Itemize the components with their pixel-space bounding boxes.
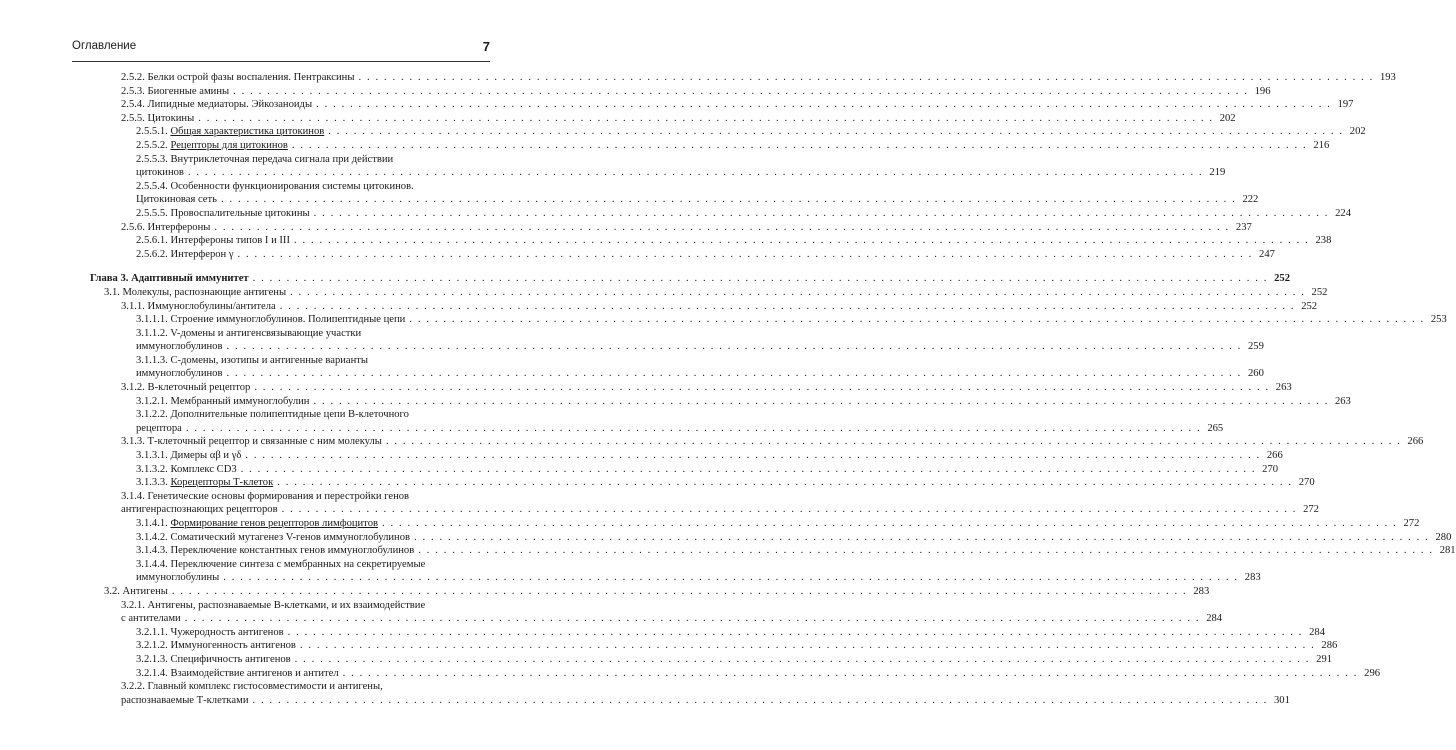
toc-entry-title: Особенности функционирования системы цитокинов. (170, 180, 414, 192)
dot-leader: . . . . . . . . . . . . . . . . . . . . . . . . . . . . . . . . . . . . . . . . . . . . . . . . . . . . . . . . . . . . . . . . . . . . . . . . . . . . . . . . . . . . . . . . . . . . . . . . . . . . . . . . . . . . . . . . . . . . . . . . (291, 139, 1308, 151)
toc-entry-number: 3.2.1.4. (136, 667, 168, 679)
toc-entry-page: 259 (1247, 341, 1264, 353)
toc-entry[interactable] (90, 626, 1326, 640)
toc-entry-number: 3.2.1.3. (136, 653, 168, 665)
table-of-contents (90, 71, 1456, 707)
dot-leader: . . . . . . . . . . . . . . . . . . . . . . . . . . . . . . . . . . . . . . . . . . . . . . . . . . . . . . . . . . . . . . . . . . . . . . . . . . . . . . . . . . . . . . . . . . . . . . . . . . . . . . . . . . . . . . . . . . . . . . . . (277, 477, 1293, 489)
toc-entry-title: Общая характеристика цитокинов (170, 126, 325, 138)
toc-entry[interactable] (90, 300, 1318, 314)
toc-entry-title: V-домены и антигенсвязывающие участки (170, 327, 362, 339)
toc-entry-title: Формирование генов рецепторов лимфоцитов (170, 518, 379, 529)
toc-entry[interactable] (90, 180, 1259, 207)
toc-entry-title: Генетические основы формирования и перестройки генов (147, 490, 410, 502)
toc-entry[interactable] (90, 449, 1283, 463)
toc-entry-number: 3.1.1. (121, 300, 145, 312)
toc-entry-title: Молекулы, распознающие антигены (122, 286, 287, 298)
toc-entry-page: 222 (1242, 194, 1259, 206)
toc-entry-page: 296 (1364, 667, 1381, 679)
dot-leader: . . . . . . . . . . . . . . . . . . . . . . . . . . . . . . . . . . . . . . . . . . . . . . . . . . . . . . . . . . . . . . . . . . . . . . . . . . . . . . . . . . . . . . . . . . . . . . . . . . . . . . . . . . . . . . . . . . . . . . . . (290, 286, 1306, 298)
toc-entry-page: 263 (1334, 395, 1351, 407)
toc-entry-title: В-клеточный рецептор (147, 382, 251, 394)
toc-entry-page: 263 (1275, 382, 1292, 394)
dot-leader: . . . . . . . . . . . . . . . . . . . . . . . . . . . . . . . . . . . . . . . . . . . . . . . . . . . . . . . . . . . . . . . . . . . . . . . . . . . . . . . . . . . . . . . . . . . . . . . . . . . . . . . . . . . . . . . . . . . . . . . . (214, 221, 1230, 233)
dot-leader: . . . . . . . . . . . . . . . . . . . . . . . . . . . . . . . . . . . . . . . . . . . . . . . . . . . . . . . . . . . . . . . . . . . . . . . . . . . . . . . . . . . . . . . . . . . . . . . . . . . . . . . . . . . . . . . . . . . . . . . . (299, 640, 1316, 652)
toc-entry-page: 270 (1262, 463, 1279, 475)
dot-leader: . . . . . . . . . . . . . . . . . . . . . . . . . . . . . . . . . . . . . . . . . . . . . . . . . . . . . . . . . . . . . . . . . . . . . . . . . . . . . . . . . . . . . . . . . . . . . . . . . . . . . . . . . . . . . . . . . . . . . . . . (281, 504, 1297, 516)
toc-entry-title: С-домены, изотипы и антигенные варианты (170, 354, 369, 366)
toc-entry-number: 2.5.5. (121, 112, 145, 124)
toc-entry-number: 3.1.1.1. (136, 314, 168, 326)
toc-entry[interactable] (90, 476, 1315, 490)
toc-entry-title: Внутриклеточная передача сигнала при действии (170, 153, 394, 165)
toc-entry-title-continued: с антителами (121, 613, 181, 625)
toc-entry-page: 247 (1259, 248, 1275, 260)
toc-entry[interactable] (90, 408, 1224, 435)
toc-entry-title: Провоспалительные цитокины (170, 207, 310, 219)
toc-entry[interactable] (90, 395, 1351, 409)
toc-entry-page: 197 (1337, 99, 1354, 111)
toc-entry-title: Соматический мутагенез V-генов иммуноглобулинов (170, 531, 410, 543)
dot-leader: . . . . . . . . . . . . . . . . . . . . . . . . . . . . . . . . . . . . . . . . . . . . . . . . . . . . . . . . . . . . . . . . . . . . . . . . . . . . . . . . . . . . . . . . . . . . . . . . . . . . . . . . . . . . . . . . . . . . . . . . (294, 653, 1311, 665)
toc-entry-title: Рецепторы для цитокинов (170, 139, 288, 151)
toc-entry-title-continued: иммуноглобулинов (136, 368, 223, 380)
dot-leader: . . . . . . . . . . . . . . . . . . . . . . . . . . . . . . . . . . . . . . . . . . . . . . . . . . . . . . . . . . . . . . . . . . . . . . . . . . . . . . . . . . . . . . . . . . . . . . . . . . . . . . . . . . . . . . . . . . . . . . . . (382, 518, 1398, 529)
toc-entry-number: 3.2.1. (121, 599, 145, 611)
toc-entry[interactable] (90, 517, 1420, 531)
toc-entry[interactable] (90, 544, 1456, 558)
toc-entry-number: 3.1.3.3. (136, 477, 168, 489)
toc-entry-number: 2.5.4. (121, 99, 145, 111)
toc-entry[interactable] (90, 85, 1271, 99)
toc-entry[interactable] (90, 558, 1261, 585)
toc-entry[interactable] (90, 139, 1330, 153)
dot-leader: . . . . . . . . . . . . . . . . . . . . . . . . . . . . . . . . . . . . . . . . . . . . . . . . . . . . . . . . . . . . . . . . . . . . . . . . . . . . . . . . . . . . . . . . . . . . . . . . . . . . . . . . . . . . . . . . . . . . . . . . (226, 368, 1242, 380)
dot-leader: . . . . . . . . . . . . . . . . . . . . . . . . . . . . . . . . . . . . . . . . . . . . . . . . . . . . . . . . . . . . . . . . . . . . . . . . . . . . . . . . . . . . . . . . . . . . . . . . . . . . . . . . . . . . . . . . . . . . . . . . (220, 194, 1237, 206)
toc-entry[interactable] (90, 435, 1424, 449)
toc-entry-page: 281 (1439, 545, 1456, 557)
toc-entry-title-continued: иммуноглобулинов (136, 341, 223, 353)
toc-entry-page: 252 (1311, 286, 1328, 298)
page-number: 7 (482, 39, 490, 54)
toc-entry-title: Мембранный иммуноглобулин (170, 395, 310, 407)
toc-entry-number: 2.5.5.5. (136, 207, 168, 219)
toc-entry-title-continued: Цитокиновая сеть (136, 194, 217, 206)
toc-entry-title: Специфичность антигенов (170, 653, 291, 665)
dot-leader: . . . . . . . . . . . . . . . . . . . . . . . . . . . . . . . . . . . . . . . . . . . . . . . . . . . . . . . . . . . . . . . . . . . . . . . . . . . . . . . . . . . . . . . . . . . . . . . . . . . . . . . . . . . . . . . . . . . . . . . . (252, 694, 1268, 706)
toc-entry[interactable] (90, 639, 1338, 653)
toc-entry-title: Антигены (122, 585, 168, 597)
toc-entry[interactable] (90, 354, 1264, 381)
toc-entry-page: 202 (1219, 112, 1236, 124)
toc-entry-page: 252 (1274, 273, 1291, 285)
dot-leader: . . . . . . . . . . . . . . . . . . . . . . . . . . . . . . . . . . . . . . . . . . . . . . . . . . . . . . . . . . . . . . . . . . . . . . . . . . . . . . . . . . . . . . . . . . . . . . . . . . . . . . . . . . . . . . . . . . . . . . . . (313, 395, 1329, 407)
dot-leader: . . . . . . . . . . . . . . . . . . . . . . . . . . . . . . . . . . . . . . . . . . . . . . . . . . . . . . . . . . . . . . . . . . . . . . . . . . . . . . . . . . . . . . . . . . . . . . . . . . . . . . . . . . . . . . . . . . . . . . . . (358, 72, 1374, 83)
dot-leader: . . . . . . . . . . . . . . . . . . . . . . . . . . . . . . . . . . . . . . . . . . . . . . . . . . . . . . . . . . . . . . . . . . . . . . . . . . . . . . . . . . . . . . . . . . . . . . . . . . . . . . . . . . . . . . . . . . . . . . . . (316, 99, 1332, 111)
dot-leader: . . . . . . . . . . . . . . . . . . . . . . . . . . . . . . . . . . . . . . . . . . . . . . . . . . . . . . . . . . . . . . . . . . . . . . . . . . . . . . . . . . . . . . . . . . . . . . . . . . . . . . . . . . . . . . . . . . . . . . . . (226, 341, 1242, 353)
toc-entry-number: 3.1.1.3. (136, 354, 168, 366)
dot-leader: . . . . . . . . . . . . . . . . . . . . . . . . . . . . . . . . . . . . . . . . . . . . . . . . . . . . . . . . . . . . . . . . . . . . . . . . . . . . . . . . . . . . . . . . . . . . . . . . . . . . . . . . . . . . . . . . . . . . . . . . (293, 235, 1310, 247)
toc-entry-page: 265 (1207, 422, 1224, 434)
dot-leader: . . . . . . . . . . . . . . . . . . . . . . . . . . . . . . . . . . . . . . . . . . . . . . . . . . . . . . . . . . . . . . . . . . . . . . . . . . . . . . . . . . . . . . . . . . . . . . . . . . . . . . . . . . . . . . . . . . . . . . . . (223, 572, 1239, 584)
toc-entry-number: 3.2.1.2. (136, 640, 168, 652)
toc-entry-page: 224 (1335, 207, 1351, 219)
toc-entry-number: 3.2.1.1. (136, 626, 168, 638)
toc-entry-page: 216 (1313, 139, 1330, 151)
toc-entry-number: 3.1.2.1. (136, 395, 168, 407)
toc-entry-number: 2.5.5.3. (136, 153, 168, 165)
toc-entry-title: Адаптивный иммунитет (131, 273, 249, 285)
dot-leader: . . . . . . . . . . . . . . . . . . . . . . . . . . . . . . . . . . . . . . . . . . . . . . . . . . . . . . . . . . . . . . . . . . . . . . . . . . . . . . . . . . . . . . . . . . . . . . . . . . . . . . . . . . . . . . . . . . . . . . . . (252, 273, 1269, 285)
toc-entry-page: 202 (1349, 126, 1366, 138)
toc-entry[interactable] (90, 221, 1252, 235)
toc-entry-title-continued: распознаваемые Т-клетками (121, 694, 249, 706)
toc-entry-title: Чужеродность антигенов (170, 626, 284, 638)
toc-entry-title: Т-клеточный рецептор и связанные с ним молекулы (147, 436, 382, 448)
dot-leader: . . . . . . . . . . . . . . . . . . . . . . . . . . . . . . . . . . . . . . . . . . . . . . . . . . . . . . . . . . . . . . . . . . . . . . . . . . . . . . . . . . . . . . . . . . . . . . . . . . . . . . . . . . . . . . . . . . . . . . . . (245, 450, 1261, 462)
toc-entry-number: 2.5.5.2. (136, 139, 168, 151)
toc-entry-title: Липидные медиаторы. Эйкозаноиды (147, 99, 313, 111)
dot-leader: . . . . . . . . . . . . . . . . . . . . . . . . . . . . . . . . . . . . . . . . . . . . . . . . . . . . . . . . . . . . . . . . . . . . . . . . . . . . . . . . . . . . . . . . . . . . . . . . . . . . . . . . . . . . . . . . . . . . . . . . (254, 382, 1270, 394)
dot-leader: . . . . . . . . . . . . . . . . . . . . . . . . . . . . . . . . . . . . . . . . . . . . . . . . . . . . . . . . . . . . . . . . . . . . . . . . . . . . . . . . . . . . . . . . . . . . . . . . . . . . . . . . . . . . . . . . . . . . . . . . (418, 545, 1434, 557)
toc-entry[interactable] (90, 207, 1351, 221)
toc-entry[interactable] (90, 599, 1223, 626)
toc-entry-page: 193 (1379, 72, 1396, 83)
toc-entry-number: 2.5.6.1. (136, 235, 168, 247)
toc-entry-page: 301 (1273, 694, 1290, 706)
toc-entry-title-continued: рецептора (136, 422, 182, 434)
toc-entry-title: Интерфероны (147, 221, 211, 233)
toc-entry-title: Главный комплекс гистосовместимости и антигены, (147, 681, 383, 693)
toc-entry-title: Цитокины (147, 112, 195, 124)
toc-entry-number: 3.2. (104, 585, 120, 597)
toc-entry-title-continued: антигенраспознающих рецепторов (121, 504, 278, 516)
toc-entry-page: 266 (1266, 450, 1283, 462)
dot-leader: . . . . . . . . . . . . . . . . . . . . . . . . . . . . . . . . . . . . . . . . . . . . . . . . . . . . . . . . . . . . . . . . . . . . . . . . . . . . . . . . . . . . . . . . . . . . . . . . . . . . . . . . . . . . . . . . . . . . . . . . (313, 207, 1329, 219)
toc-entry-number: 3.1.4.3. (136, 545, 168, 557)
toc-entry[interactable] (90, 585, 1210, 599)
dot-leader: . . . . . . . . . . . . . . . . . . . . . . . . . . . . . . . . . . . . . . . . . . . . . . . . . . . . . . . . . . . . . . . . . . . . . . . . . . . . . . . . . . . . . . . . . . . . . . . . . . . . . . . . . . . . . . . . . . . . . . . . (198, 112, 1214, 124)
toc-entry[interactable] (90, 313, 1447, 327)
toc-entry[interactable] (90, 248, 1275, 262)
toc-entry-page: 272 (1303, 504, 1319, 516)
dot-leader: . . . . . . . . . . . . . . . . . . . . . . . . . . . . . . . . . . . . . . . . . . . . . . . . . . . . . . . . . . . . . . . . . . . . . . . . . . . . . . . . . . . . . . . . . . . . . . . . . . . . . . . . . . . . . . . . . . . . . . . . (385, 436, 1402, 448)
dot-leader: . . . . . . . . . . . . . . . . . . . . . . . . . . . . . . . . . . . . . . . . . . . . . . . . . . . . . . . . . . . . . . . . . . . . . . . . . . . . . . . . . . . . . . . . . . . . . . . . . . . . . . . . . . . . . . . . . . . . . . . . (287, 626, 1304, 638)
toc-entry-page: 238 (1315, 235, 1332, 247)
toc-entry[interactable] (90, 327, 1264, 354)
toc-entry-page: 253 (1430, 314, 1447, 326)
toc-entry-page: 237 (1235, 221, 1252, 233)
toc-entry[interactable] (90, 71, 1396, 85)
toc-entry-title: Иммуногенность антигенов (170, 640, 296, 652)
toc-entry-title: Строение иммуноглобулинов. Полипептидные цепи (170, 314, 406, 326)
dot-leader: . . . . . . . . . . . . . . . . . . . . . . . . . . . . . . . . . . . . . . . . . . . . . . . . . . . . . . . . . . . . . . . . . . . . . . . . . . . . . . . . . . . . . . . . . . . . . . . . . . . . . . . . . . . . . . . . . . . . . . . . (414, 531, 1430, 543)
toc-entry-title: Корецепторы Т-клеток (170, 477, 274, 489)
toc-entry[interactable] (90, 234, 1332, 248)
dot-leader: . . . . . . . . . . . . . . . . . . . . . . . . . . . . . . . . . . . . . . . . . . . . . . . . . . . . . . . . . . . . . . . . . . . . . . . . . . . . . . . . . . . . . . . . . . . . . . . . . . . . . . . . . . . . . . . . . . . . . . . . (185, 422, 1202, 434)
toc-entry-number: 3.1.2.2. (136, 409, 168, 421)
toc-entry-page: 252 (1301, 300, 1318, 312)
toc-entry-title: Интерфероны типов I и III (170, 235, 290, 247)
toc-entry[interactable] (90, 286, 1328, 300)
toc-entry-page: 272 (1403, 518, 1420, 529)
toc-entry[interactable] (90, 653, 1333, 667)
toc-entry-title: Переключение синтеза с мембранных на секретируемые (170, 558, 426, 570)
toc-entry-number: 2.5.5.4. (136, 180, 168, 192)
toc-entry-number: 3.2.2. (121, 681, 145, 693)
toc-entry[interactable] (90, 531, 1452, 545)
toc-entry-page: 266 (1407, 436, 1424, 448)
dot-leader: . . . . . . . . . . . . . . . . . . . . . . . . . . . . . . . . . . . . . . . . . . . . . . . . . . . . . . . . . . . . . . . . . . . . . . . . . . . . . . . . . . . . . . . . . . . . . . . . . . . . . . . . . . . . . . . . . . . . . . . . (328, 126, 1344, 138)
dot-leader: . . . . . . . . . . . . . . . . . . . . . . . . . . . . . . . . . . . . . . . . . . . . . . . . . . . . . . . . . . . . . . . . . . . . . . . . . . . . . . . . . . . . . . . . . . . . . . . . . . . . . . . . . . . . . . . . . . . . . . . . (342, 667, 1359, 679)
toc-entry-title: Иммуноглобулины/антитела (147, 300, 276, 312)
toc-entry-page: 286 (1321, 640, 1338, 652)
toc-entry-number: 2.5.6.2. (136, 248, 168, 260)
toc-entry-number: 3.1.4.4. (136, 558, 168, 570)
dot-leader: . . . . . . . . . . . . . . . . . . . . . . . . . . . . . . . . . . . . . . . . . . . . . . . . . . . . . . . . . . . . . . . . . . . . . . . . . . . . . . . . . . . . . . . . . . . . . . . . . . . . . . . . . . . . . . . . . . . . . . . . (279, 300, 1296, 312)
toc-entry-title: Димеры αβ и γδ (170, 450, 242, 462)
toc-entry-title: Антигены, распознаваемые В-клетками, и их взаимодействие (147, 599, 426, 611)
toc-entry-page: 196 (1254, 85, 1271, 97)
toc-entry[interactable] (90, 680, 1290, 707)
toc-entry[interactable] (90, 667, 1381, 681)
toc-entry-title: Интерферон γ (170, 248, 234, 260)
toc-entry-title: Взаимодействие антигенов и антител (170, 667, 339, 679)
toc-entry-number: 3.1.4.1. (136, 518, 168, 529)
toc-entry-page: 283 (1244, 572, 1261, 584)
toc-entry-title: Биогенные амины (147, 85, 230, 97)
toc-entry[interactable] (90, 490, 1319, 517)
running-head-title: Оглавление (72, 40, 137, 52)
toc-entry[interactable] (90, 98, 1354, 112)
toc-entry-title: Комплекс CD3 (170, 463, 237, 475)
toc-entry-number: 2.5.6. (121, 221, 145, 233)
toc-entry-page: 283 (1193, 585, 1210, 597)
toc-entry[interactable] (90, 463, 1279, 477)
toc-entry-number: 3.1.3. (121, 436, 145, 448)
toc-entry-number: 2.5.2. (121, 72, 145, 83)
dot-leader: . . . . . . . . . . . . . . . . . . . . . . . . . . . . . . . . . . . . . . . . . . . . . . . . . . . . . . . . . . . . . . . . . . . . . . . . . . . . . . . . . . . . . . . . . . . . . . . . . . . . . . . . . . . . . . . . . . . . . . . . (184, 613, 1201, 625)
toc-entry-number: Глава 3. (90, 273, 129, 285)
running-head (72, 40, 490, 58)
toc-entry-number: 3.1.4. (121, 490, 145, 502)
header-rule (72, 61, 490, 62)
toc-entry[interactable] (90, 125, 1366, 139)
toc-entry-number: 3.1.3.2. (136, 463, 168, 475)
dot-leader: . . . . . . . . . . . . . . . . . . . . . . . . . . . . . . . . . . . . . . . . . . . . . . . . . . . . . . . . . . . . . . . . . . . . . . . . . . . . . . . . . . . . . . . . . . . . . . . . . . . . . . . . . . . . . . . . . . . . . . . . (187, 167, 1204, 179)
toc-entry-page: 270 (1298, 477, 1315, 489)
toc-entry[interactable] (90, 112, 1236, 126)
toc-entry-title-continued: цитокинов (136, 167, 184, 179)
toc-entry-page: 284 (1206, 613, 1223, 625)
dot-leader: . . . . . . . . . . . . . . . . . . . . . . . . . . . . . . . . . . . . . . . . . . . . . . . . . . . . . . . . . . . . . . . . . . . . . . . . . . . . . . . . . . . . . . . . . . . . . . . . . . . . . . . . . . . . . . . . . . . . . . . . (237, 248, 1253, 260)
dot-leader: . . . . . . . . . . . . . . . . . . . . . . . . . . . . . . . . . . . . . . . . . . . . . . . . . . . . . . . . . . . . . . . . . . . . . . . . . . . . . . . . . . . . . . . . . . . . . . . . . . . . . . . . . . . . . . . . . . . . . . . . (240, 463, 1257, 475)
toc-entry-number: 3.1.4.2. (136, 531, 168, 543)
toc-entry-number: 3.1.3.1. (136, 450, 168, 462)
dot-leader: . . . . . . . . . . . . . . . . . . . . . . . . . . . . . . . . . . . . . . . . . . . . . . . . . . . . . . . . . . . . . . . . . . . . . . . . . . . . . . . . . . . . . . . . . . . . . . . . . . . . . . . . . . . . . . . . . . . . . . . . (233, 85, 1249, 97)
toc-entry-number: 2.5.5.1. (136, 126, 168, 138)
dot-leader: . . . . . . . . . . . . . . . . . . . . . . . . . . . . . . . . . . . . . . . . . . . . . . . . . . . . . . . . . . . . . . . . . . . . . . . . . . . . . . . . . . . . . . . . . . . . . . . . . . . . . . . . . . . . . . . . . . . . . . . . (171, 585, 1188, 597)
toc-entry-number: 2.5.3. (121, 85, 145, 97)
toc-entry[interactable] (90, 272, 1291, 286)
toc-entry-title: Переключение константных генов иммуноглобулинов (170, 545, 415, 557)
toc-entry-number: 3.1.1.2. (136, 327, 168, 339)
toc-entry[interactable] (90, 381, 1292, 395)
toc-entry-number: 3.1. (104, 286, 120, 298)
dot-leader: . . . . . . . . . . . . . . . . . . . . . . . . . . . . . . . . . . . . . . . . . . . . . . . . . . . . . . . . . . . . . . . . . . . . . . . . . . . . . . . . . . . . . . . . . . . . . . . . . . . . . . . . . . . . . . . . . . . . . . . . (409, 314, 1425, 326)
toc-entry-title-continued: иммуноглобулины (136, 572, 220, 584)
toc-entry[interactable] (90, 153, 1226, 180)
toc-entry-page: 280 (1435, 531, 1452, 543)
toc-entry-title: Белки острой фазы воспаления. Пентраксины (147, 72, 355, 83)
toc-entry-page: 219 (1209, 167, 1226, 179)
toc-entry-page: 284 (1309, 626, 1326, 638)
toc-entry-title: Дополнительные полипептидные цепи В-клеточного (170, 409, 409, 421)
toc-entry-page: 260 (1247, 368, 1264, 380)
toc-entry-number: 3.1.2. (121, 382, 145, 394)
toc-entry-page: 291 (1316, 653, 1333, 665)
